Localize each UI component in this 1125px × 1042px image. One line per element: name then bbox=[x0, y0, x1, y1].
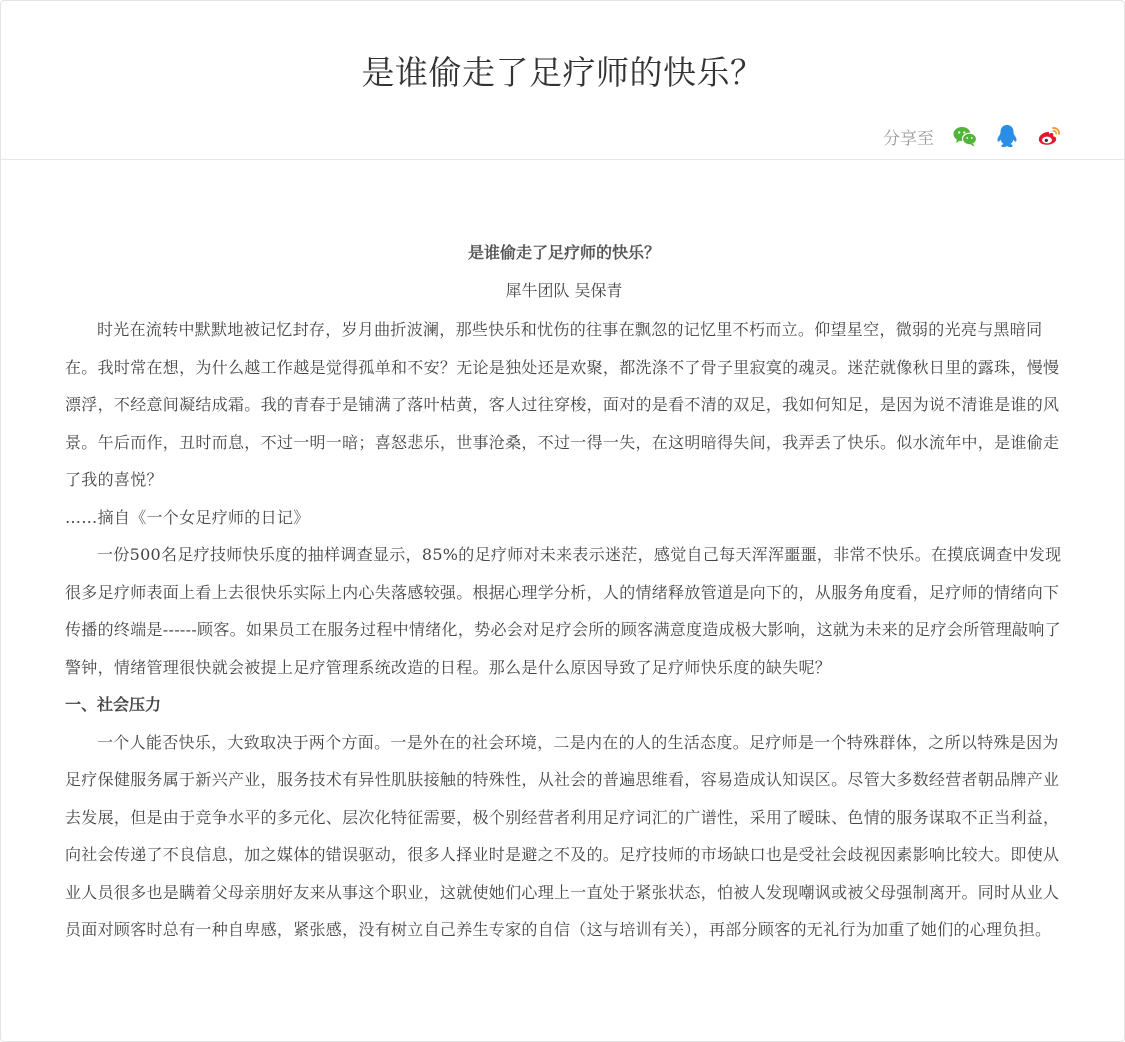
article-author: 犀牛团队 吴保青 bbox=[505, 281, 623, 300]
qq-icon[interactable] bbox=[994, 123, 1020, 149]
article-body bbox=[65, 241, 1063, 949]
page-title: 是谁偷走了足疗师的快乐？ bbox=[361, 53, 764, 92]
wechat-icon[interactable] bbox=[952, 123, 978, 149]
share-label: 分享至 bbox=[883, 128, 934, 149]
article-title: 是谁偷走了足疗师的快乐？ bbox=[467, 243, 660, 262]
article-paragraph: 时光在流转中默默地被记忆封存，岁月曲折波澜，那些快乐和忧伤的往事在飘忽的记忆里不朽而立。仰望星空，微弱的光亮与黑暗同在。我时常在想，为什么越工作越是觉得孤单和不安？无论是独处还是欢聚，都洗涤不了骨子里寂寞的魂灵。迷茫就像秋日里的露珠，慢慢漂浮，不经意间凝结成霜。我的青春于是铺满了落叶枯黄，客人过往穿梭，面对的是看不清的双足，我如何知足，是因为说不清谁是谁的风景。午后而作，丑时而息，不过一明一暗；喜怒悲乐，世事沧桑，不过一得一失，在这明暗得失间，我弄丢了快乐。似水流年中，是谁偷走了我的喜悦？ bbox=[65, 320, 1060, 489]
article-paragraph: 一份500名足疗技师快乐度的抽样调查显示，85%的足疗师对未来表示迷茫，感觉自己每天浑浑噩噩，非常不快乐。在摸底调查中发现很多足疗师表面上看上去很快乐实际上内心失落感较强。根据心理学分析，人的情绪释放管道是向下的，从服务角度看，足疗师的情绪向下传播的终端是------顾客。如果员工在服务过程中情绪化，势必会对足疗会所的顾客满意度造成极大影响，这就为未来的足疗会所管理敲响了警钟，情绪管理很快就会被提上足疗管理系统改造的日程。那么是什么原因导致了足疗师快乐度的缺失呢？ bbox=[65, 545, 1062, 677]
section-heading: 一、社会压力 bbox=[65, 695, 162, 714]
share-bar bbox=[883, 123, 1062, 149]
quote-source: ……摘自《一个女足疗师的日记》 bbox=[65, 507, 310, 527]
article-paragraph: 一个人能否快乐，大致取决于两个方面。一是外在的社会环境，二是内在的人的生活态度。足疗师是一个特殊群体，之所以特殊是因为足疗保健服务属于新兴产业，服务技术有异性肌肤接触的特殊性，从社会的普遍思维看，容易造成认知误区。尽管大多数经营者朝品牌产业去发展，但是由于竞争水平的多元化、层次化特征需要，极个别经营者利用足疗词汇的广谱性，采用了暧昧、色情的服务谋取不正当利益，向社会传递了不良信息，加之媒体的错误驱动，很多人择业时是避之不及的。足疗技师的市场缺口也是受社会歧视因素影响比较大。即使从业人员很多也是瞒着父母亲朋好友来从事这个职业，这就使她们心理上一直处于紧张状态，怕被人发现嘲讽或被父母强制离开。同时从业人员面对顾客时总有一种自卑感，紧张感，没有树立自己养生专家的自信（这与培训有关），再部分顾客的无礼行为加重了她们的心理负担。 bbox=[65, 732, 1060, 939]
weibo-icon[interactable] bbox=[1036, 123, 1062, 149]
article-header bbox=[1, 1, 1124, 160]
